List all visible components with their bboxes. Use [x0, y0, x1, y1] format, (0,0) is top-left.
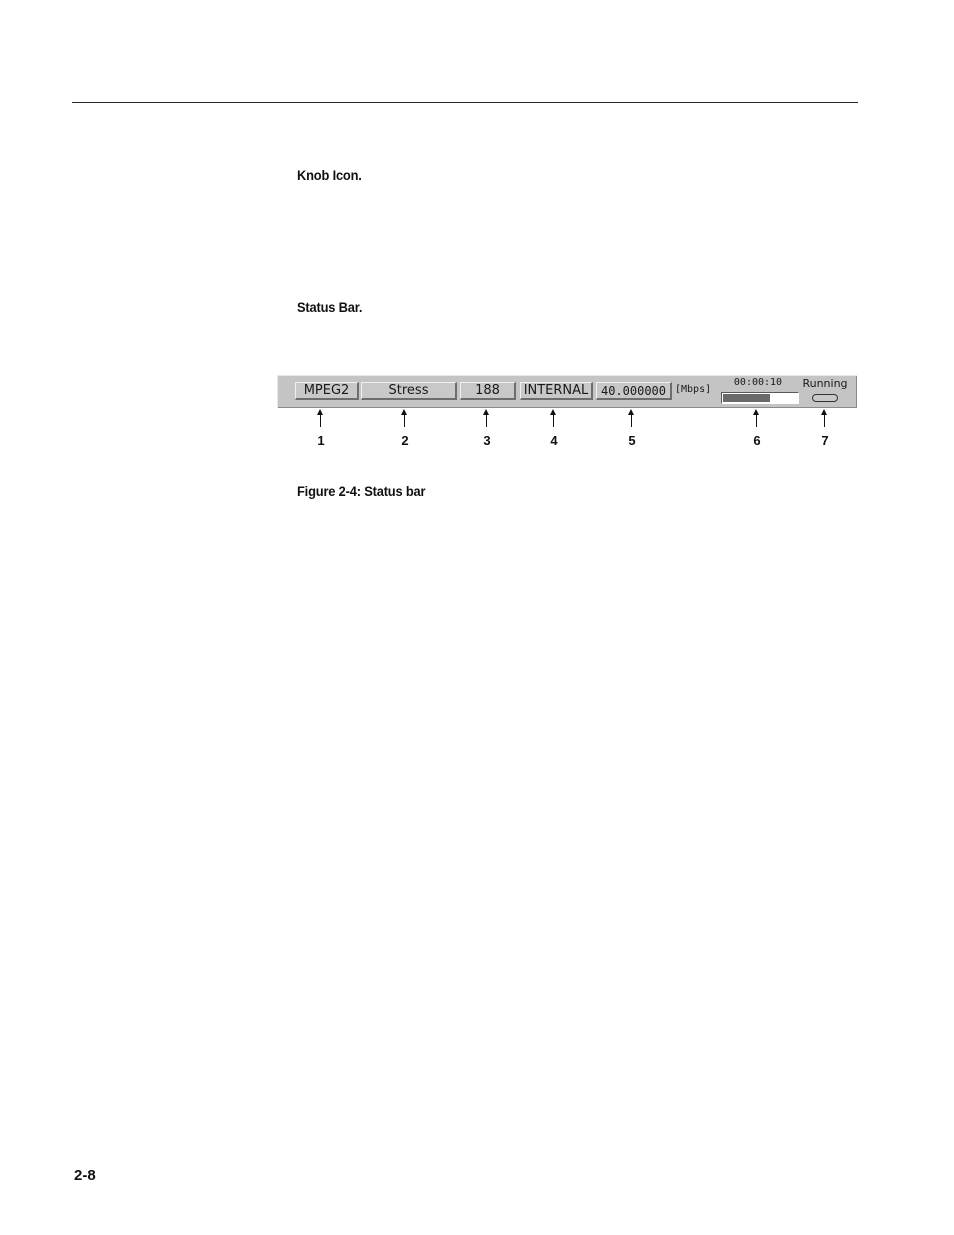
arrow-up-icon: [477, 409, 497, 427]
callout-5: [622, 409, 642, 448]
callout-2: [395, 409, 415, 448]
run-state-label: Running: [802, 377, 848, 390]
elapsed-time: 00:00:10: [733, 377, 783, 388]
run-indicator-icon: [812, 394, 838, 402]
callout-number: 6: [753, 433, 761, 448]
page-number: 2-8: [74, 1167, 96, 1184]
callout-number: 5: [628, 433, 636, 448]
stream-type-field[interactable]: Stress: [361, 382, 457, 400]
packet-size-field[interactable]: 188: [460, 382, 516, 400]
progress-bar: [721, 392, 799, 404]
knob-icon-heading: Knob Icon.: [297, 167, 362, 183]
figure-caption: Figure 2-4: Status bar: [297, 483, 426, 499]
data-rate-field[interactable]: 40.000000: [596, 382, 672, 400]
callout-1: [311, 409, 331, 448]
arrow-up-icon: [815, 409, 835, 427]
arrow-up-icon: [622, 409, 642, 427]
header-rule: [72, 102, 858, 103]
callout-4: [544, 409, 564, 448]
callout-3: [477, 409, 497, 448]
status-bar-figure: [277, 375, 857, 408]
standard-field[interactable]: MPEG2: [295, 382, 359, 400]
callout-number: 3: [483, 433, 491, 448]
arrow-up-icon: [747, 409, 767, 427]
rate-unit-label: [Mbps]: [675, 384, 712, 395]
callout-6: [747, 409, 767, 448]
callout-number: 1: [317, 433, 325, 448]
callout-number: 2: [401, 433, 409, 448]
callout-number: 7: [821, 433, 829, 448]
callout-7: [815, 409, 835, 448]
arrow-up-icon: [544, 409, 564, 427]
arrow-up-icon: [395, 409, 415, 427]
clock-source-field[interactable]: INTERNAL: [520, 382, 593, 400]
status-bar-heading: Status Bar.: [297, 299, 363, 315]
arrow-up-icon: [311, 409, 331, 427]
callout-number: 4: [550, 433, 558, 448]
progress-fill: [723, 394, 770, 402]
